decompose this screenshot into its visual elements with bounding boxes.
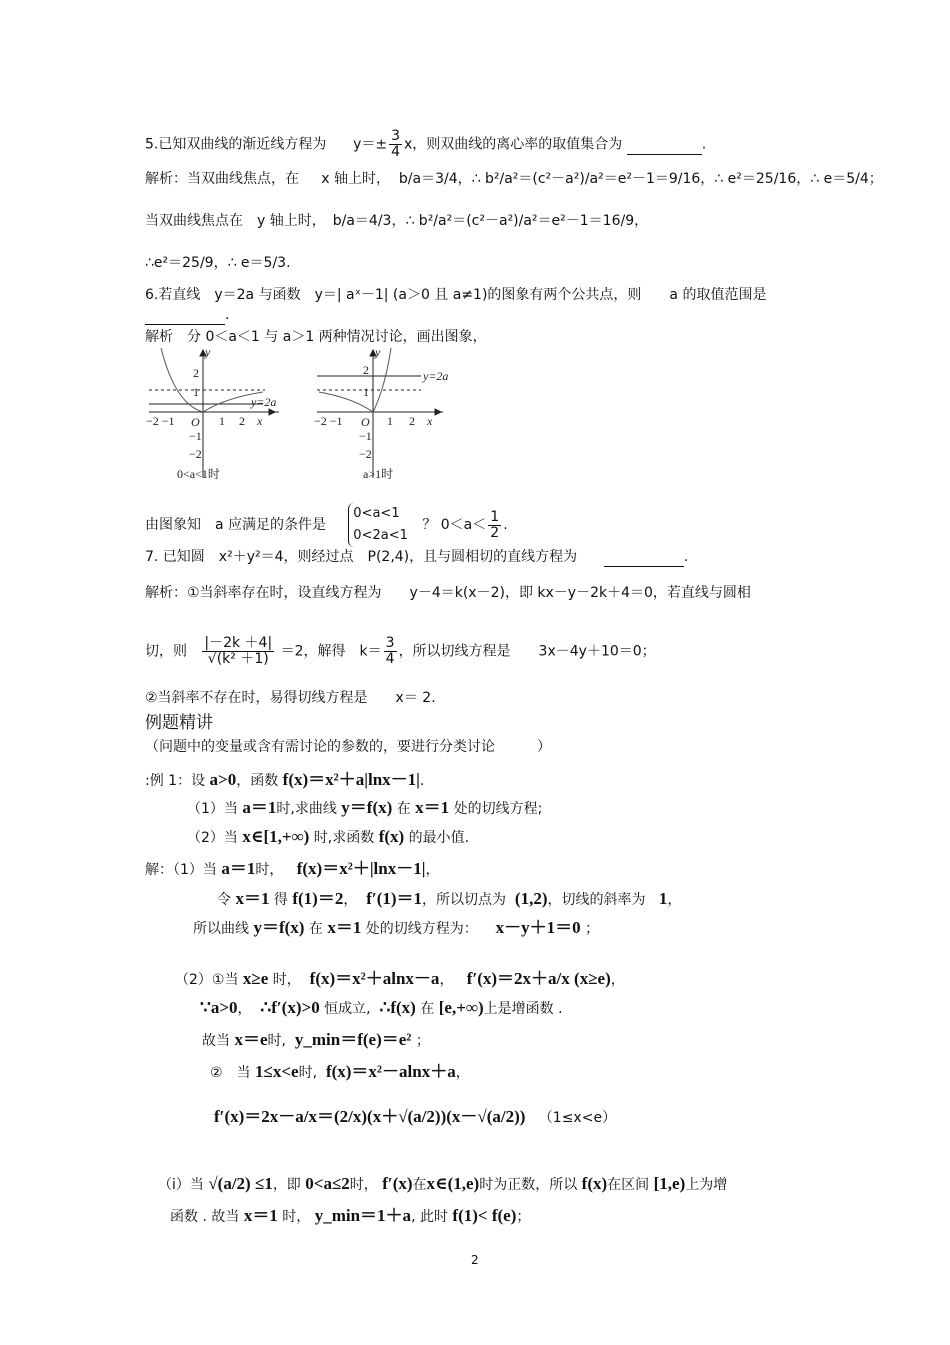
svg-text:y=2a: y=2a [251, 395, 277, 409]
section-title: 例题精讲 [145, 713, 213, 733]
page-number: 2 [471, 1253, 479, 1267]
svg-text:y=2a: y=2a [423, 369, 449, 383]
q6-question: 6.若直线 y＝2a 与函数 y＝| aˣ－1| (a＞0 且 a≠1)的图象有两个公共点，则 a 的取值范围是 [145, 287, 767, 303]
q6-solution: 解析 分 0＜a＜1 与 a＞1 两种情况讨论，画出图象， [145, 329, 487, 345]
svg-text:O: O [191, 415, 200, 429]
ex1-part1: （1）当 a＝1时,求曲线 y＝f(x) 在 x＝1 处的切线方程; [187, 798, 543, 817]
svg-text:x: x [427, 414, 433, 428]
svg-text:−2 −1: −2 −1 [314, 414, 343, 428]
q7-question: 7. 已知圆 x²＋y²＝4，则经过点 P(2,4)，且与圆相切的直线方程为 . [145, 549, 689, 565]
ex1-statement: :例 1：设 a>0，函数 f(x)＝x²＋a|lnx－1|. [145, 770, 425, 789]
q5-solution-2: 当双曲线焦点在 y 轴上时， b/a＝4/3，∴ b²/a²＝(c²－a²)/a²＝e²－1＝16/9， [145, 213, 649, 229]
ex1-case-1c: 故当 x＝e时, y_min＝f(e)＝e² ； [202, 1030, 430, 1049]
ex1-case-1: （2）①当 x≥e 时， f(x)＝x²＋alnx－a， f′(x)＝2x＋a/x (x≥e)， [175, 969, 625, 988]
svg-text:1: 1 [219, 414, 225, 428]
graph1-caption: 0<a<1时 [177, 467, 220, 481]
section-note: （问题中的变量或含有需讨论的参数的，要进行分类讨论 ） [145, 739, 551, 755]
svg-text:y: y [205, 348, 211, 359]
q5-solution-3: ∴e²＝25/9，∴ e＝5/3. [145, 255, 291, 271]
svg-text:O: O [361, 415, 370, 429]
ex1-case-2: ② 当 1≤x<e时, f(x)＝x²－alnx＋a， [210, 1062, 470, 1081]
q5-solution-1: 解析：当双曲线焦点，在 x 轴上时， b/a＝3/4，∴ b²/a²＝(c²－a²)/a²＝e²－1＝9/16，∴ e²＝25/16，∴ e＝5/4； [145, 171, 883, 187]
svg-text:x: x [257, 414, 263, 428]
q7-solution-3: ②当斜率不存在时，易得切线方程是 x＝ 2. [145, 690, 436, 706]
svg-text:−2: −2 [359, 447, 372, 461]
q5-question: 5.已知双曲线的渐近线方程为 y＝± $\frac{3}{4}$ x，则双曲线的离心率的取值集合为 . [145, 128, 707, 160]
svg-text:1: 1 [387, 414, 393, 428]
graph2-caption: a>1时 [363, 467, 394, 481]
graph-a-gt-1 [313, 348, 461, 484]
svg-text:−1: −1 [359, 429, 372, 443]
ex1-case-2-i: （i）当 √(a/2) ≤1，即 0<a≤2时， f′(x)在x∈(1,e)时为正数，所以 f(x)在区间 [1,e)上为增 [158, 1174, 728, 1193]
q6-condition: 由图象知 a 应满足的条件是 0<a<1 0<2a<1 ？ 0＜a＜ $\frac{1}{2}$ . [145, 503, 508, 547]
ex1-sol-1: 解：（1）当 a＝1时， f(x)＝x²＋|lnx－1|， [145, 859, 440, 878]
q7-solution-2: 切，则 $\frac{|-2k +4|}{\text{√(k² ＋1)}}$ ＝2，解得 k＝ $\frac{3}{4}$ ，所以切线方程是 3x－4y＋10＝0； [145, 635, 656, 667]
svg-text:1: 1 [193, 385, 199, 399]
q6-answer-blank: . [145, 306, 229, 325]
ex1-sol-2: 令 x＝1 得 f(1)＝2， f′(1)＝1，所以切点为 (1,2)，切线的斜率为 1， [217, 889, 682, 908]
ex1-part2: （2）当 x∈[1,+∞) 时,求函数 f(x) 的最小值. [187, 827, 470, 846]
q7-solution-1: 解析：①当斜率存在时，设直线方程为 y－4＝k(x－2)，即 kx－y－2k＋4＝0，若直线与圆相 [145, 585, 751, 601]
svg-text:y: y [375, 348, 381, 359]
graph-0-lt-a-lt-1 [145, 348, 285, 484]
ex1-case-2-i-b: 函数 . 故当 x＝1 时， y_min＝1＋a, 此时 f(1)< f(e)； [170, 1206, 531, 1225]
ex1-case-2-derivative: f′(x)＝2x－a/x＝(2/x)(x＋√(a/2))(x－√(a/2)) （1≤x<e） [214, 1107, 617, 1126]
svg-text:2: 2 [409, 414, 415, 428]
svg-text:2: 2 [239, 414, 245, 428]
ex1-sol-3: 所以曲线 y＝f(x) 在 x＝1 处的切线方程为： x－y＋1＝0 ； [193, 918, 600, 937]
svg-text:2: 2 [193, 366, 199, 380]
svg-text:−2: −2 [189, 447, 202, 461]
ex1-case-1b: ∵a>0， ∴f′(x)>0 恒成立, ∴f(x) 在 [e,+∞)上是增函数 . [200, 998, 563, 1017]
svg-text:2: 2 [363, 363, 369, 377]
svg-text:1: 1 [363, 385, 369, 399]
svg-text:−1: −1 [189, 429, 202, 443]
svg-text:−2 −1: −2 −1 [146, 414, 175, 428]
